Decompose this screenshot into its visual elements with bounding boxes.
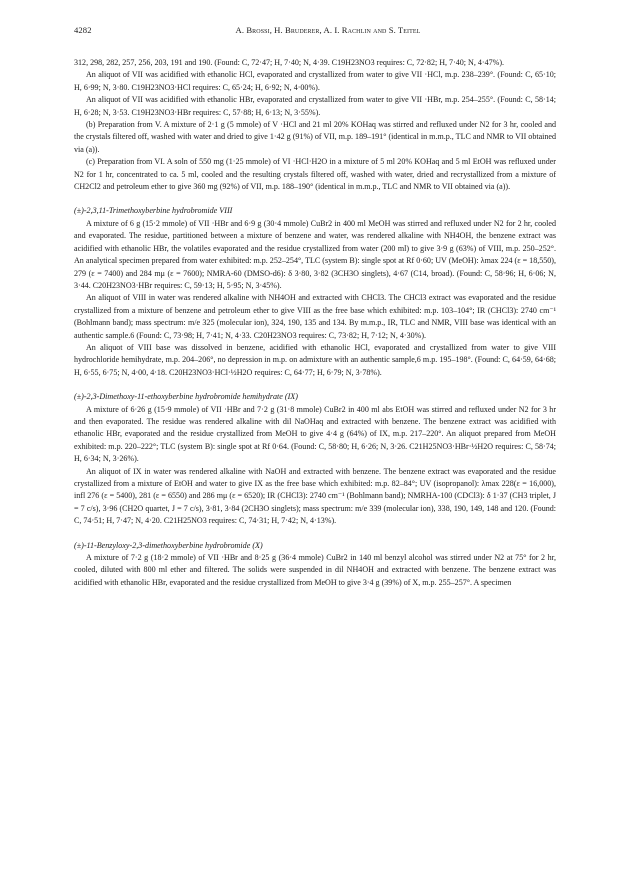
paragraph: (b) Preparation from V. A mixture of 2·1 g (5 mmole) of V ·HCl and 21 ml 20% KOHaq was stirred and refluxed under N2 for 3 hr, cooled and the crystals filtered off, washed with water and dried to give 1·42 g (91%) of VII, m.p. 189–191° (identical in m.m.p., TLC and NMR to VII obtained via (a)). bbox=[74, 120, 556, 154]
paragraph: (c) Preparation from VI. A soln of 550 mg (1·25 mmole) of VI ·HCl·H2O in a mixture of 5 ml 20% KOHaq and 5 ml EtOH was refluxed under N2 for 1 hr, concentrated to ca. 5 ml, cooled and the resulting crystals filtered off, washed with water, dried and recrystallized from a mixture of CH2Cl2 and petroleum ether to give 360 mg (92%) of VII, m.p. 188–190° (identical in m.m.p., TLC and NMR to VII obtained via (a)). bbox=[74, 157, 556, 192]
paragraph: A mixture of 7·2 g (18·2 mmole) of VII ·HBr and 8·25 g (36·4 mmole) CuBr2 in 140 ml benzyl alcohol was stirred under N2 at 75° for 2 hr, cooled, diluted with 800 ml ether and filtered. The solids were suspended in dil NH4OH and extracted with benzene. The benzene extract was acidified with ethanolic HBr, evaporated and the residue crystallized from MeOH to give 3·4 g (39%) of X, m.p. 255–257°. A specimen bbox=[74, 553, 556, 587]
paragraph: An aliquot of VIII base was dissolved in benzene, acidified with ethanolic HCl, evaporated and crystallized from water to give VIII hydrochloride hemihydrate, m.p. 204–206°, no depression in m.p. on admixture with an authentic sample,6 m.p. 195–198°. (Found: C, 64·59, 64·68; H, 6·55, 6·75; N, 4·00, 4·18. C20H23NO3·HCl·½H2O requires: C, 64·77; H, 6·79; N, 3·78%). bbox=[74, 342, 556, 377]
author-line: A. Brossi, H. Bruderer, A. I. Rachlin and S. Teitel bbox=[235, 25, 421, 35]
compound-heading: (±)-11-Benzyloxy-2,3-dimethoxyberbine hydrobromide (X) bbox=[74, 540, 263, 550]
journal-page bbox=[74, 25, 556, 589]
paragraph: An aliquot of IX in water was rendered alkaline with NaOH and extracted with benzene. The benzene extract was evaporated and the residue crystallized from a mixture of EtOH and water to give IX as the free base which exhibited: m.p. 82–84°; UV (isopropanol): λmax 228(ε = 16,000), infl 276 (ε = 5400), 281 (ε = 6550) and 286 mμ (ε = 6520); IR (CHCl3): 2740 cm⁻¹ (Bohlmann band); NMRHA-100 (CDCl3): δ 1·37 (CH3 triplet, J = 7 c/s), 3·96 (CH2O quartet, J = 7 c/s), 3·81, 3·84 (2CH3O singlets); mass spectrum: m/e 339 (molecular ion), 338, 190, 149, 148 and 120. (Found: C, 74·51; H, 7·47; N, 4·20. C21H25NO3 requires: C, 74·31; H, 7·42; N, 4·13%). bbox=[74, 466, 556, 526]
paragraph: An aliquot of VIII in water was rendered alkaline with NH4OH and extracted with CHCl3. The CHCl3 extract was evaporated and the residue crystallized from a mixture of benzene and petroleum ether to give VIII as the free base which exhibited: m.p. 103–104°; IR (CHCl3): 2740 cm⁻¹ (Bohlmann band); mass spectrum: m/e 325 (molecular ion), 324, 190, 135 and 134. By m.m.p., IR, TLC and NMR, VIII base was identical with an authentic sample.6 (Found: C, 73·98; H, 7·41; N, 4·33. C20H23NO3 requires: C, 73·82; H, 7·12; N, 4·30%). bbox=[74, 293, 556, 340]
article-body bbox=[74, 57, 556, 589]
paragraph: A mixture of 6 g (15·2 mmole) of VII ·HBr and 6·9 g (30·4 mmole) CuBr2 in 400 ml MeOH was stirred and refluxed under N2 for 2 hr, cooled and evaporated. The residue, partitioned between a mixture of benzene and water, was rendered alkaline with NH4OH, the benzene extract was acidified with ethanolic HBr, the volatiles evaporated and the residue crystallized from water (200 ml) to give 3·9 g (63%) of VIII, m.p. 250–252°. An analytical specimen prepared from water exhibited: m.p. 252–254°, TLC (system B): single spot at Rf 0·60; UV (MeOH): λmax 224 (ε = 18,550), 279 (ε = 7400) and 284 mμ (ε = 7600); NMRA-60 (DMSO-d6): δ 3·80, 3·82 (3CH3O singlets), 4·67 (C14, broad). (Found: C, 58·96; H, 6·06; N, 3·44. C20H23NO3·HBr requires: C, 59·13; H, 5·95; N, 3·45%). bbox=[74, 218, 556, 290]
paragraph: An aliquot of VII was acidified with ethanolic HCl, evaporated and crystallized from water to give VII ·HCl, m.p. 238–239°. (Found: C, 65·10; H, 6·99; N, 3·80. C19H23NO3·HCl requires: C, 65·24; H, 6·92; N, 4·00%). bbox=[74, 70, 556, 92]
page-number: 4282 bbox=[74, 25, 92, 35]
paragraph: A mixture of 6·26 g (15·9 mmole) of VII ·HBr and 7·2 g (31·8 mmole) CuBr2 in 400 ml abs EtOH was stirred and refluxed under N2 for 3 hr and then evaporated. The residue was rendered alkaline with dil NaOHaq and extracted with benzene. The benzene extract was acidified with ethanolic HBr, evaporated and the residue crystallized from MeOH to give 4·4 g (64%) of IX, m.p. 217–220°. An aliquot prepared from MeOH exhibited: m.p. 220–222°; TLC (system B): single spot at Rf 0·64. (Found: C, 58·80; H, 6·26; N, 3·26. C21H25NO3·HBr·½H2O requires: C, 58·74; H, 6·34; N, 3·26%). bbox=[74, 404, 556, 464]
running-header bbox=[74, 25, 556, 35]
compound-heading: (±)-2,3-Dimethoxy-11-ethoxyberbine hydrobromide hemihydrate (IX) bbox=[74, 392, 298, 402]
paragraph: 312, 298, 282, 257, 256, 203, 191 and 190. (Found: C, 72·47; H, 7·40; N, 4·39. C19H23NO3 requires: C, 72·82; H, 7·40; N, 4·47%). bbox=[74, 58, 505, 67]
paragraph: An aliquot of VII was acidified with ethanolic HBr, evaporated and crystallized from water to give VII ·HBr, m.p. 254–255°. (Found: C, 58·14; H, 6·28; N, 3·53. C19H23NO3·HBr requires: C, 57·88; H, 6·13; N, 3·55%). bbox=[74, 95, 556, 117]
compound-heading: (±)-2,3,11-Trimethoxyberbine hydrobromide VIII bbox=[74, 206, 233, 216]
